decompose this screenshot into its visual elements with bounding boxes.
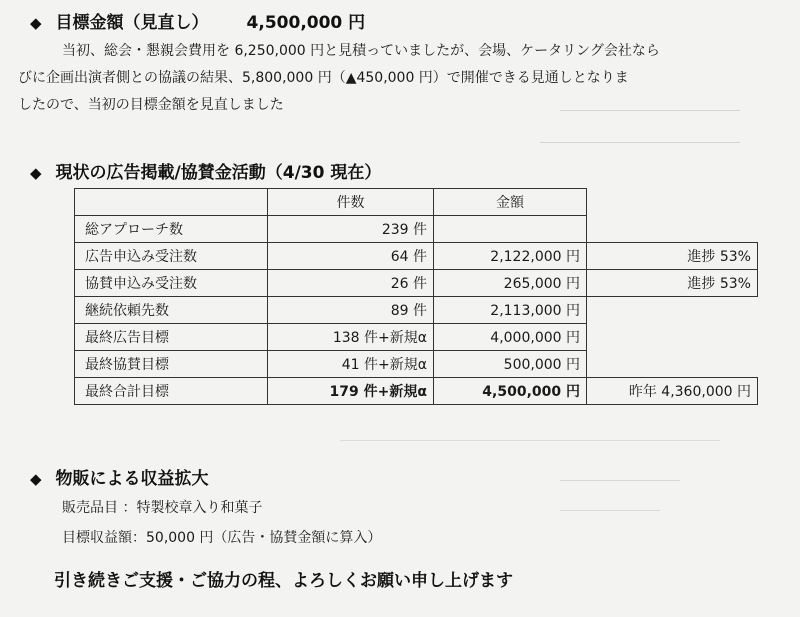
section3-heading [30,464,209,489]
row-amount: 2,122,000 円 [434,243,587,270]
table-row [75,351,758,378]
header-blank [75,189,268,216]
section2-marker: ◆ [30,164,42,182]
row-note [587,324,758,351]
row-label: 最終合計目標 [75,378,268,405]
row-label: 総アプローチ数 [75,216,268,243]
section1-heading [30,8,365,33]
body-line: 当初、総会・懇親会費用を 6,250,000 円と見積っていましたが、会場、ケータリング会社なら [62,43,660,59]
row-note [587,216,758,243]
row-amount: 4,000,000 円 [434,324,587,351]
sales-target-line: 目標収益額：50,000 円（広告・協賛金額に算入） [62,530,382,546]
row-amount: 4,500,000 円 [434,378,587,405]
table-row [75,243,758,270]
section1-amount: 4,500,000 円 [246,13,366,33]
body-line: したので、当初の目標金額を見直しました [18,97,284,113]
row-note: 進捗 53% [587,243,758,270]
row-label: 最終協賛目標 [75,351,268,378]
section3-title: 物販による収益拡大 [55,469,209,489]
row-count: 89 件 [268,297,434,324]
section1-marker: ◆ [30,14,42,32]
table-row-total [75,378,758,405]
row-label: 継続依頼先数 [75,297,268,324]
row-label: 最終広告目標 [75,324,268,351]
activity-table [74,188,758,405]
row-note [587,297,758,324]
table-row [75,324,758,351]
row-count: 64 件 [268,243,434,270]
section2-title: 現状の広告掲載/協賛金活動（4/30 現在） [55,163,382,183]
table-row [75,297,758,324]
table-header-row [75,189,758,216]
header-count: 件数 [268,189,434,216]
row-count: 138 件+新規α [268,324,434,351]
row-count: 239 件 [268,216,434,243]
section3-marker: ◆ [30,470,42,488]
section2-heading [30,158,381,183]
row-count: 41 件+新規α [268,351,434,378]
body-line: びに企画出演者側との協議の結果、5,800,000 円（▲450,000 円）で開催できる見通しとなりま [18,70,629,86]
row-amount: 265,000 円 [434,270,587,297]
table-row [75,270,758,297]
row-count: 26 件 [268,270,434,297]
row-note [587,351,758,378]
closing-message: 引き続きご支援・ご協力の程、よろしくお願い申し上げます [54,571,513,591]
row-amount: 500,000 円 [434,351,587,378]
header-note-blank [587,189,758,216]
section1-title: 目標金額（見直し） [55,13,209,33]
header-amount: 金額 [434,189,587,216]
row-note: 昨年 4,360,000 円 [587,378,758,405]
row-note: 進捗 53% [587,270,758,297]
row-count: 179 件+新規α [268,378,434,405]
table-row [75,216,758,243]
row-label: 広告申込み受注数 [75,243,268,270]
row-label: 協賛申込み受注数 [75,270,268,297]
sales-item-line: 販売品目 ：特製校章入り和菓子 [62,500,263,516]
section1-body [18,38,793,119]
row-amount [434,216,587,243]
row-amount: 2,113,000 円 [434,297,587,324]
